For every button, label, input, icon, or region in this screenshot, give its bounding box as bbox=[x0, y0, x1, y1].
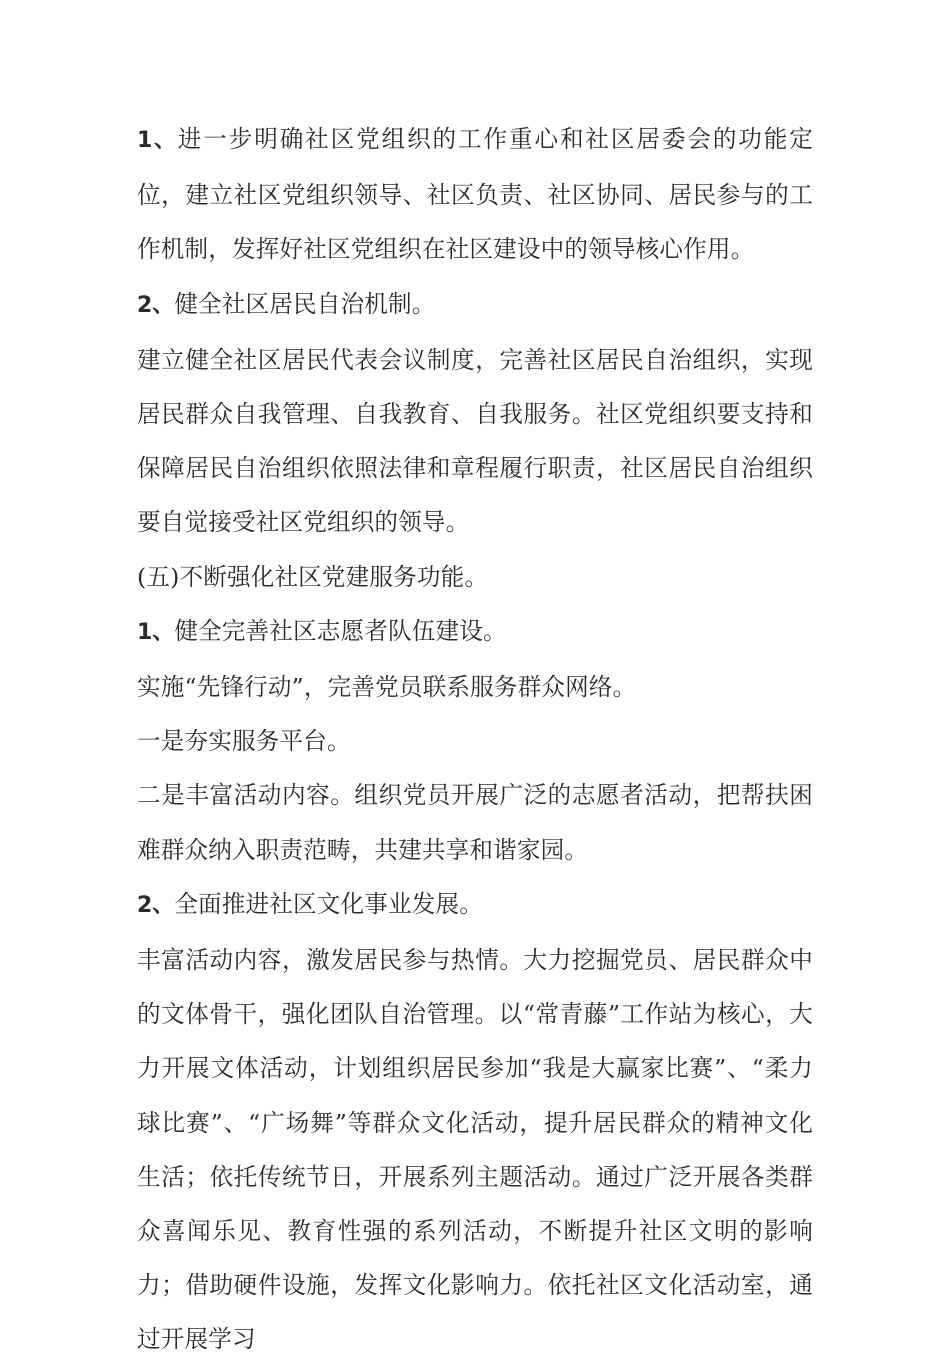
paragraph-7 bbox=[137, 714, 813, 768]
paragraph-3 bbox=[137, 333, 813, 550]
paragraph-5 bbox=[137, 604, 813, 660]
paragraph-8 bbox=[137, 768, 813, 876]
paragraph-5-text: 健全完善社区志愿者队伍建设。 bbox=[174, 616, 507, 645]
paragraph-6 bbox=[137, 660, 813, 714]
enumerator-3: 1、 bbox=[137, 619, 175, 645]
paragraph-10 bbox=[137, 933, 813, 1367]
paragraph-1 bbox=[137, 112, 813, 277]
paragraph-3-text: 建立健全社区居民代表会议制度，完善社区居民自治组织，实现居民群众自我管理、自我教育、自我服务。社区党组织要支持和保障居民自治组织依照法律和章程履行职责，社区居民自治组织要自觉接受社区党组织的领导。 bbox=[137, 345, 813, 537]
enumerator-section-five: (五) bbox=[137, 562, 180, 591]
paragraph-2-text: 健全社区居民自治机制。 bbox=[174, 289, 436, 318]
paragraph-4 bbox=[137, 550, 813, 604]
paragraph-1-text: 进一步明确社区党组织的工作重心和社区居委会的功能定位，建立社区党组织领导、社区负责、社区协同、居民参与的工作机制，发挥好社区党组织在社区建设中的领导核心作用。 bbox=[137, 125, 813, 264]
paragraph-4-text: 不断强化社区党建服务功能。 bbox=[179, 562, 489, 591]
enumerator-2: 2、 bbox=[137, 292, 175, 318]
paragraph-8-text: 二是丰富活动内容。组织党员开展广泛的志愿者活动，把帮扶困难群众纳入职责范畴，共建共享和谐家园。 bbox=[137, 781, 813, 864]
paragraph-6-text: 实施“先锋行动”，完善党员联系服务群众网络。 bbox=[137, 673, 637, 702]
paragraph-7-text: 一是夯实服务平台。 bbox=[137, 727, 351, 756]
paragraph-10-text: 丰富活动内容，激发居民参与热情。大力挖掘党员、居民群众中的文体骨干，强化团队自治管理。以“常青藤”工作站为核心，大力开展文体活动，计划组织居民参加“我是大赢家比赛”、“柔力球比赛”、“广场舞”等群众文化活动，提升居民群众的精神文化生活；依托传统节日，开展系列主题活动。通过广泛开展各类群众喜闻乐见、教育性强的系列活动，不断提升社区文明的影响力；借助硬件设施，发挥文化影响力。依托社区文化活动室，通过开展学习 bbox=[137, 946, 813, 1354]
paragraph-2 bbox=[137, 277, 813, 333]
enumerator-1: 1、 bbox=[137, 128, 178, 153]
document-text-body bbox=[137, 112, 813, 1367]
enumerator-4: 2、 bbox=[137, 892, 175, 918]
paragraph-9 bbox=[137, 877, 813, 933]
paragraph-9-text: 全面推进社区文化事业发展。 bbox=[174, 889, 483, 918]
